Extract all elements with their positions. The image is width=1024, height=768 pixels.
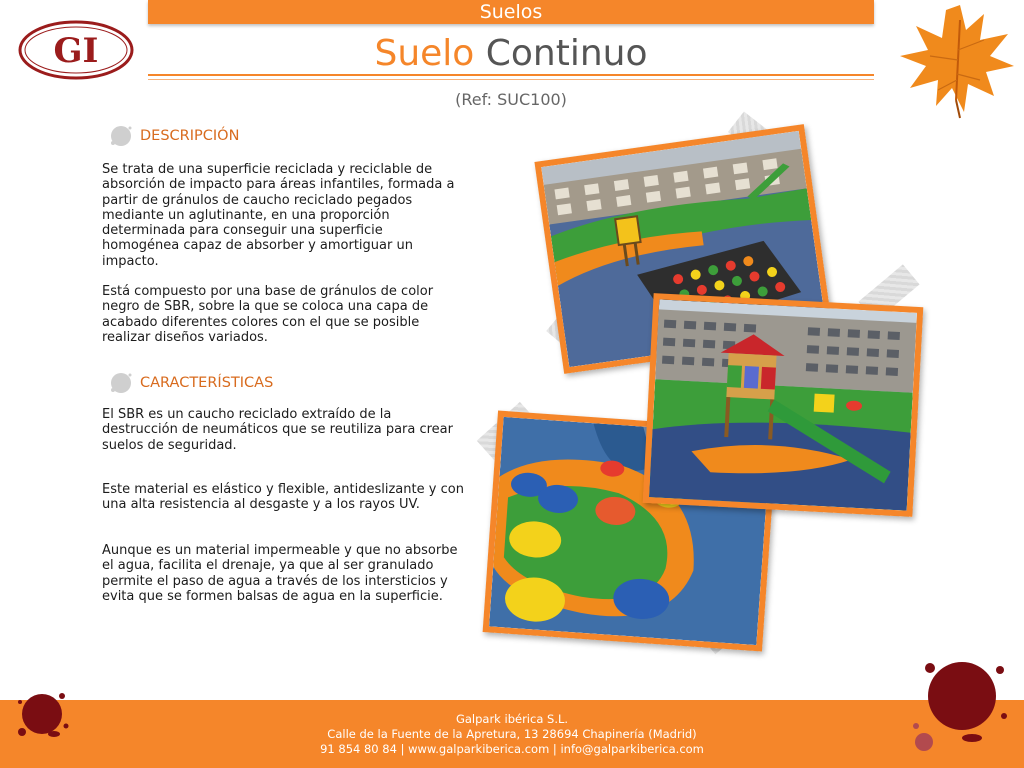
footer — [0, 700, 1024, 768]
footer-company: Galpark ibérica S.L. — [455, 712, 569, 726]
ink-splat-right — [902, 646, 1014, 758]
title-part-1: Suelo — [374, 33, 475, 74]
descripcion-heading — [108, 124, 239, 148]
playground-photo-3 — [643, 293, 924, 517]
caracteristicas-paragraph-1: El SBR es un caucho reciclado extraído de la destrucción de neumáticos que se reutiliza para crear suelos de seguridad. — [102, 407, 453, 453]
splash-bullet-icon — [108, 370, 134, 396]
page-title — [148, 34, 874, 74]
footer-contact: 91 854 80 84 | www.galparkiberica.com | info@galparkiberica.com — [320, 742, 704, 756]
section-banner: Suelos — [148, 0, 874, 24]
caracteristicas-paragraph-3: Aunque es un material impermeable y que no absorbe el agua, facilita el drenaje, ya que al ser granulado permite el paso de agua a través de los intersticios y evita que se formen balsas de agua en la superficie. — [102, 543, 458, 604]
title-part-2: Continuo — [485, 33, 648, 74]
caracteristicas-paragraph-2: Este material es elástico y flexible, antideslizante y con una alta resistencia al desgaste y a los rayos UV. — [102, 482, 464, 513]
section-title: DESCRIPCIÓN — [140, 128, 240, 144]
product-reference: (Ref: SUC100) — [455, 90, 567, 109]
descripcion-paragraph-2: Está compuesto por una base de gránulos de color negro de SBR, sobre la que se coloca una capa de acabado diferentes colores con el que se posible realizar diseños variados. — [102, 284, 434, 345]
title-rule — [148, 74, 874, 76]
descripcion-paragraph-1: Se trata de una superficie reciclada y reciclable de absorción de impacto para áreas infantiles, formada a partir de gránulos de caucho reciclado pegados mediante un aglutinante, en una proporción determinada para conseguir una superficie homogénea capaz de absorber y amortiguar un impacto. — [102, 162, 455, 269]
svg-text:GI: GI — [53, 31, 99, 71]
company-logo — [18, 20, 134, 80]
caracteristicas-heading — [108, 371, 273, 395]
section-title: CARACTERÍSTICAS — [140, 375, 274, 391]
footer-address: Calle de la Fuente de la Apretura, 13 28694 Chapinería (Madrid) — [327, 727, 697, 741]
title-rule-thin — [148, 79, 874, 80]
splash-bullet-icon — [108, 123, 134, 149]
autumn-leaf-decoration — [880, 0, 1020, 120]
ink-splat-left — [10, 682, 74, 746]
